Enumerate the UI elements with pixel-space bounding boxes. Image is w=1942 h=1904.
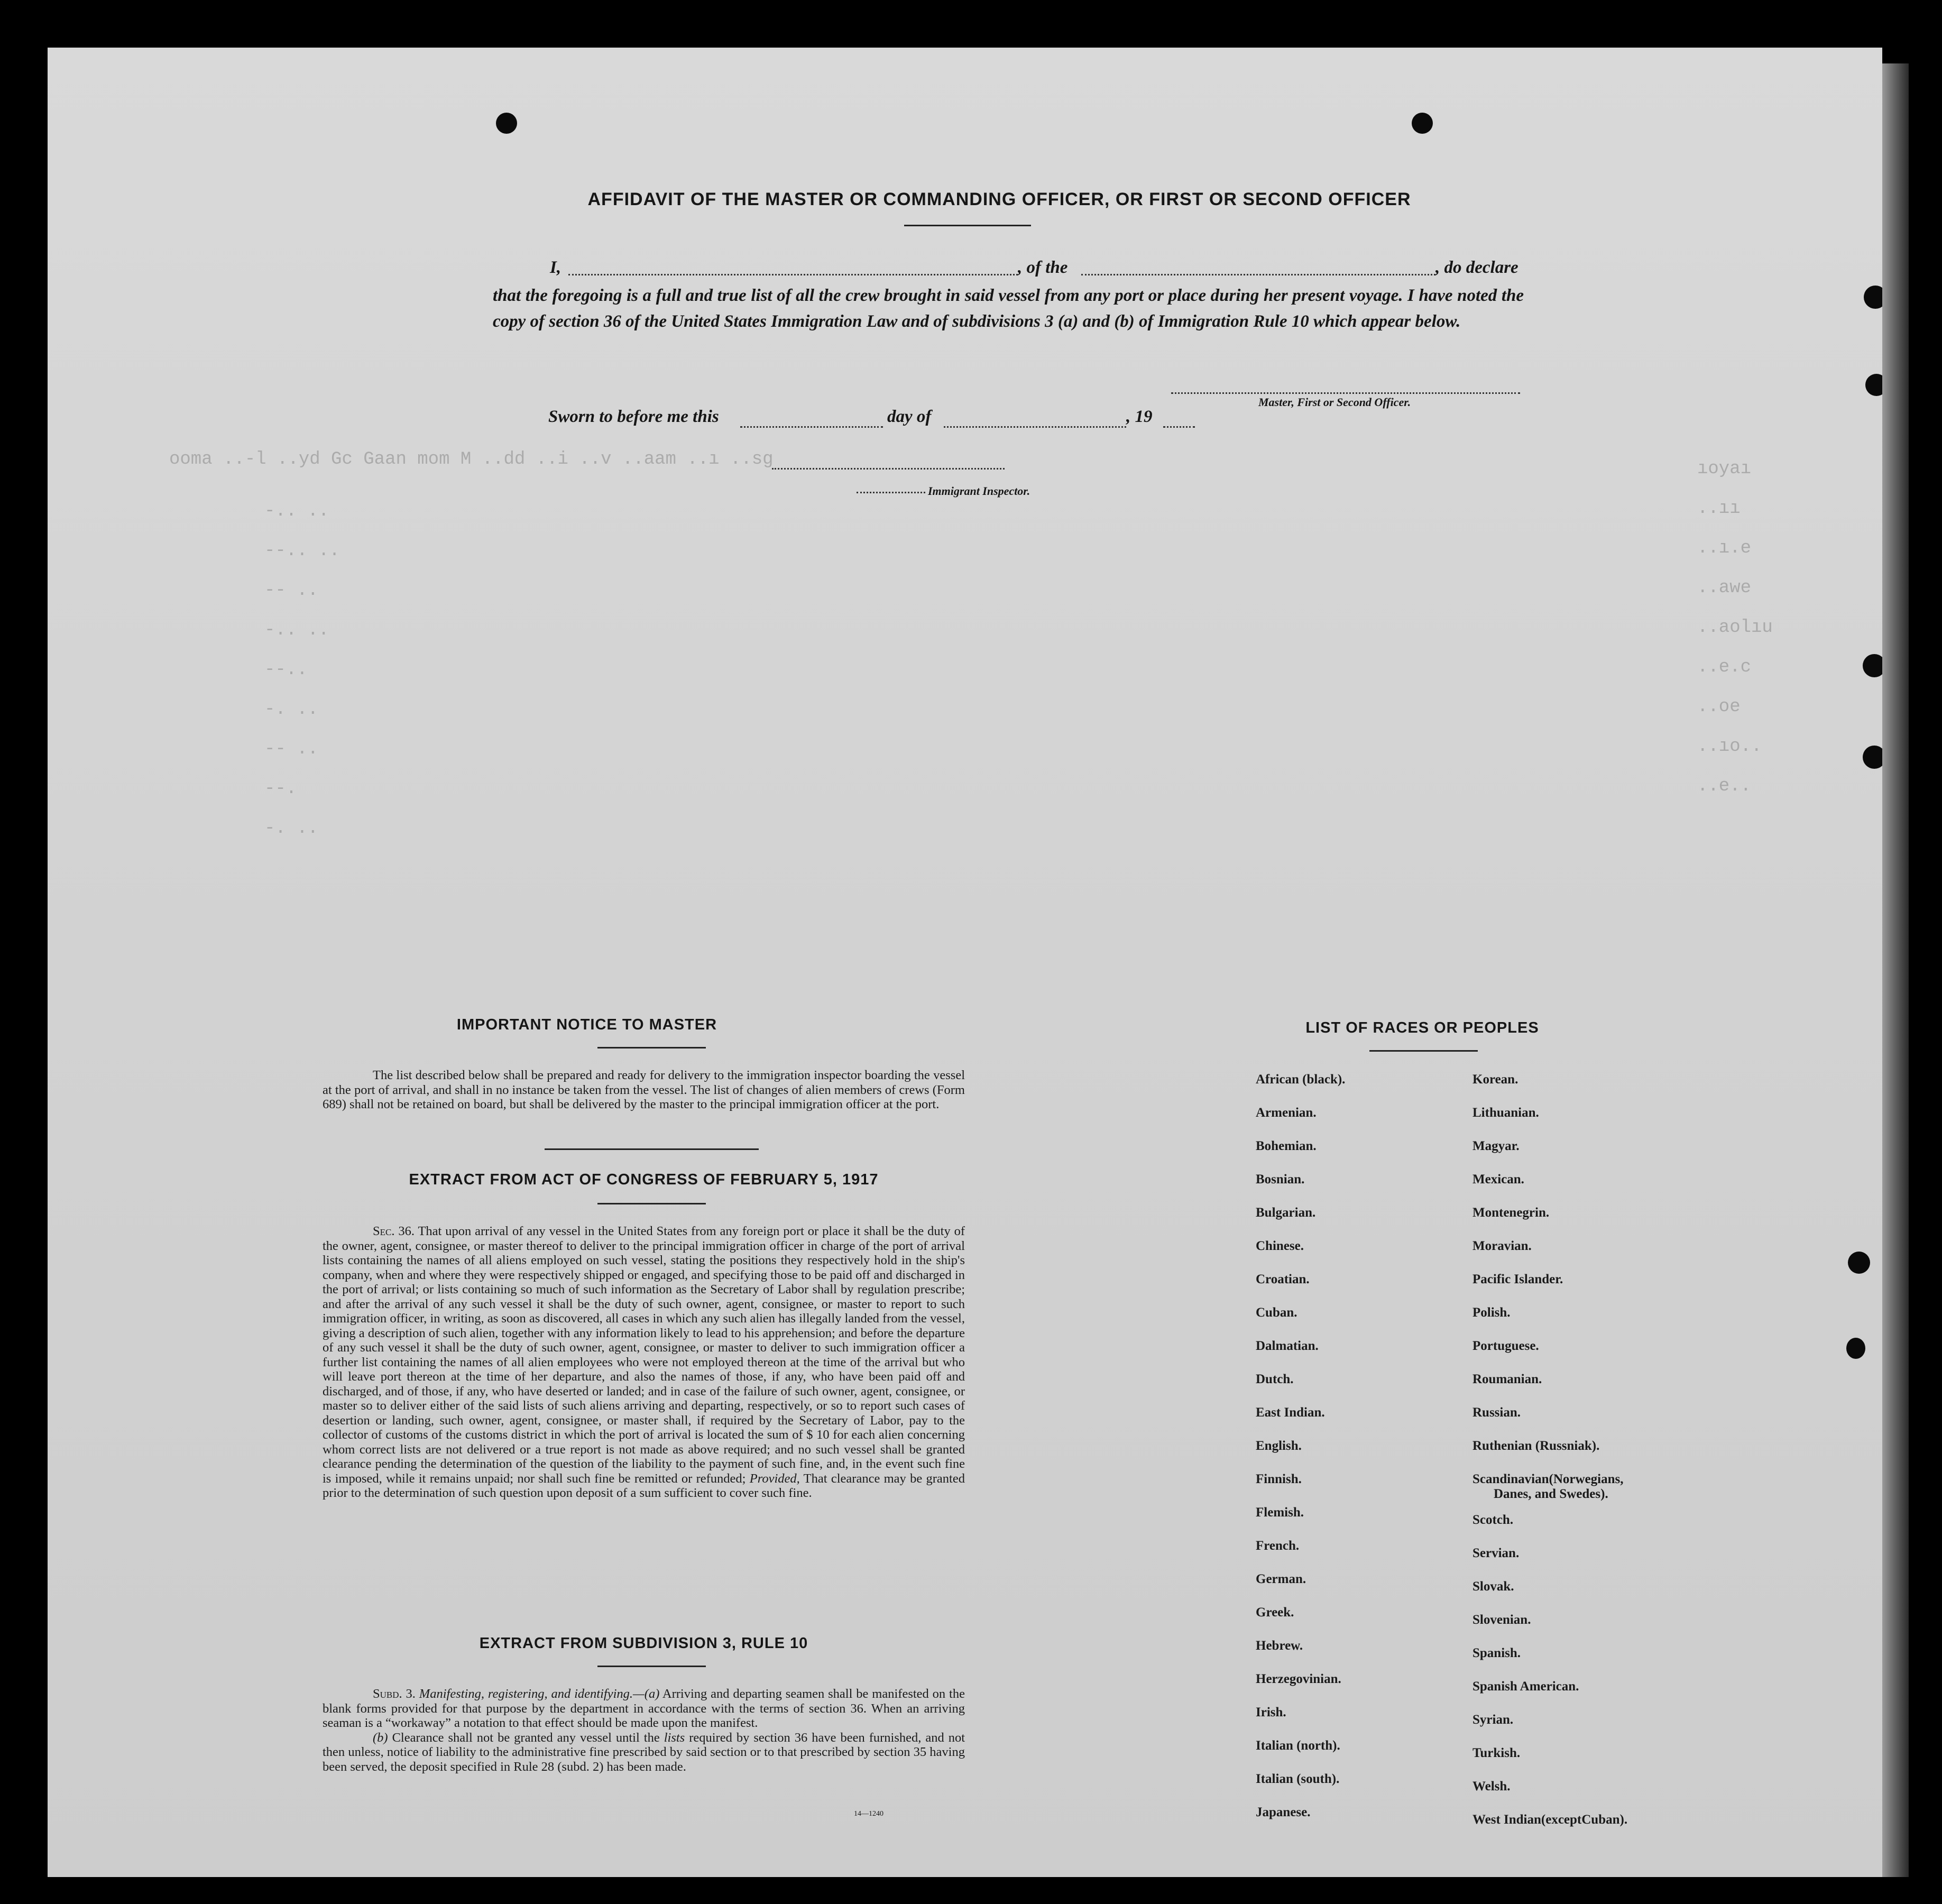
notice-title-rule [597,1047,706,1048]
form-number: 14—1240 [854,1810,883,1818]
race-item: Polish. [1472,1305,1511,1320]
race-item: Bosnian. [1256,1172,1305,1186]
race-item: Cuban. [1256,1305,1297,1320]
punch-hole-top-left [496,113,517,134]
race-item: Slovenian. [1472,1613,1531,1627]
show-through-row: ooma ..-l ..yd Gc Gaan mom M ..dd ..i ..v ..aam ..ı ..sg [169,449,774,470]
race-item: Welsh. [1472,1779,1511,1793]
manifest-page [48,48,1882,1877]
rule-subd-a [323,1687,965,1731]
inspector-signature-field[interactable] [772,468,1005,470]
race-item: German. [1256,1572,1306,1586]
race-item: Spanish American. [1472,1679,1579,1694]
inspector-label: Immigrant Inspector. [928,484,1030,498]
race-item: Dutch. [1256,1372,1294,1386]
race-item: Korean. [1472,1072,1518,1087]
affidavit-of-the: , of the [1018,258,1068,277]
race-item: Portuguese. [1472,1339,1539,1353]
race-item: Chinese. [1256,1239,1304,1253]
race-item: Greek. [1256,1605,1294,1620]
notice-title: IMPORTANT NOTICE TO MASTER [456,1016,717,1033]
race-item: Moravian. [1472,1239,1532,1253]
race-item: Irish. [1256,1705,1286,1719]
act-extract-title: EXTRACT FROM ACT OF CONGRESS OF FEBRUARY 5, 1917 [409,1171,879,1188]
subd-b-label: (b) [373,1730,388,1745]
race-item: Italian (south). [1256,1772,1340,1786]
notice-divider [545,1148,759,1150]
section-36-body: That upon arrival of any vessel in the United States from any foreign port or place it shall be the duty of the owner, agent, consignee, or master thereof to deliver to the principal immigration officer in charge of the port of arrival lists containing the names of all aliens employed on such vessel, stating the positions they respectively hold in the ship's company, when and where they were respectively shipped or engaged, and specifying those to be paid off and discharged in the port of arrival; or lists containing so much of such information as the Secretary of Labor shall by regulation prescribe; and after the arrival of any such vessel it shall be the duty of such owner, agent, consignee, or master to report to such immigration officer, in writing, as soon as discovered, all cases in which any such alien has illegally landed from the vessel, giving a description of such alien, together with any information likely to lead to his apprehension; and before the departure of any such vessel it shall be the duty of such owner, agent, consignee, or master to deliver to such immigration officer a further list containing the names of all alien employees who were not employed thereon at the time of the arrival but who will leave port thereon at the time of her departure, and also the names of those, if any, who have been paid off and discharged, and of those, if any, who have deserted or landed; and in case of the failure of such owner, agent, consignee, or master so to deliver either of the said lists of such aliens arriving and departing, respectively, or so to report such cases of desertion or landing, such owner, agent, consignee, or master shall, if required by the Secretary of Labor, pay to the collector of customs of the customs district in which the port of arrival is located the sum of $ 10 for each alien concerning whom correct lists are not delivered or a true report is not made as above required; and no such vessel shall be granted clearance pending the determination of the question of the liability to the payment of such fine, and, in the event such fine is imposed, while it remains unpaid; nor shall such fine be remitted or refunded; [323,1224,965,1486]
subd-a-text: Arriving and departing seamen shall be manifested on the blank forms provided for that purpose by the department in accordance with the terms of section 36. When an arriving seaman is a “workaway” a notation to that effect should be made upon the manifest. [323,1687,965,1730]
affidavit-i: I, [550,258,562,277]
race-item: Scandinavian(Norwegians, [1472,1472,1624,1486]
punch-hole-top-right [1412,113,1433,134]
race-item: East Indian. [1256,1405,1325,1420]
act-extract-text [323,1224,965,1501]
sworn-text: Sworn to before me this [548,407,719,426]
master-signature-label: Master, First or Second Officer. [1258,395,1411,409]
affidavit-title-rule [904,225,1031,226]
race-item: Bohemian. [1256,1139,1317,1153]
subd-b-text-2: required by section 36 have been furnished, and not then unless, notice of liability to the administrative fine prescribed by said section or to that prescribed by section 35 having been served, the deposit specified in Rule 28 (subd. 2) has been made. [323,1730,965,1774]
race-item: African (black). [1256,1072,1346,1087]
show-through-column-right: ıoyaı ..ıı ..ı.e ..awe ..aolıu ..e.c ..oe ..ıo.. ..e.. [1697,459,1773,796]
section-36-label: Sec. 36. [373,1224,415,1238]
subd-label: Subd. 3. [373,1687,416,1701]
race-item: Magyar. [1472,1139,1520,1153]
punch-hole-right-3 [1863,654,1882,677]
notice-body: The list described below shall be prepared and ready for delivery to the immigration inspector boarding the vessel at the port of arrival, and shall in no instance be taken from the vessel. The list of changes of alien members of crews (Form 689) shall not be retained on board, but shall be delivered by the master to the principal immigration officer at the port. [323,1068,965,1111]
punch-hole-right-5 [1848,1252,1870,1274]
affidavit-title: AFFIDAVIT OF THE MASTER OR COMMANDING OFFICER, OR FIRST OR SECOND OFFICER [587,189,1411,209]
show-through-column-left: -.. .. --.. .. -- .. -.. .. --.. -. .. -- .. --. -. .. [264,501,340,839]
race-item: Slovak. [1472,1579,1514,1594]
races-title-rule [1369,1050,1478,1052]
rule-extract-text [323,1687,965,1774]
race-item: Croatian. [1256,1272,1310,1286]
race-item: Spanish. [1472,1646,1521,1660]
race-item: Turkish. [1472,1746,1521,1760]
race-item: Finnish. [1256,1472,1302,1486]
subd-b-lists: lists [664,1730,685,1745]
race-item: French. [1256,1539,1300,1553]
sworn-month-field[interactable] [944,426,1126,428]
punch-hole-right-2 [1865,374,1882,396]
year-prefix: , 19 [1126,407,1153,426]
race-item: Hebrew. [1256,1639,1303,1653]
act-extract-title-rule [597,1203,706,1204]
race-item: Lithuanian. [1472,1106,1539,1120]
race-item: Servian. [1472,1546,1520,1560]
race-item: Herzegovinian. [1256,1672,1341,1686]
race-item: Flemish. [1256,1505,1304,1520]
provided-word: Provided, [749,1471,800,1486]
punch-hole-right-1 [1864,286,1882,309]
notice-text [323,1068,965,1112]
rule-subd-b [323,1731,965,1774]
race-item: Italian (north). [1256,1739,1340,1753]
rule-extract-title: EXTRACT FROM SUBDIVISION 3, RULE 10 [479,1635,808,1652]
race-item: Dalmatian. [1256,1339,1319,1353]
race-item: Bulgarian. [1256,1206,1316,1220]
race-item: Roumanian. [1472,1372,1542,1386]
sworn-year-field[interactable] [1163,426,1195,428]
race-item: Ruthenian (Russniak). [1472,1439,1600,1453]
page-edge-stack [1882,63,1909,1877]
day-of-text: day of [887,407,932,426]
master-signature-field[interactable] [1171,392,1520,394]
race-item: Mexican. [1472,1172,1524,1186]
subd-b-text-1: Clearance shall not be granted any vessel until the [392,1730,660,1745]
inspector-signature-line [857,492,925,493]
race-item: English. [1256,1439,1302,1453]
section-36-end: That clearance may be granted prior to the determination of such question upon deposit of a sum sufficient to cover such fine. [323,1471,965,1500]
race-item: West Indian(exceptCuban). [1472,1813,1628,1827]
vessel-name-field[interactable] [1081,274,1435,275]
race-item: Syrian. [1472,1713,1514,1727]
race-item: Danes, and Swedes). [1494,1487,1608,1501]
punch-hole-right-6 [1846,1338,1865,1359]
punch-hole-right-4 [1863,746,1882,769]
affidavit-statement: that the foregoing is a full and true list of all the crew brought in said vessel from any port or place during her present voyage. I have noted the copy of section 36 of the United States Immigration Law and of subdivisions 3 (a) and (b) of Immigration Rule 10 which appear below. [493,286,1524,331]
sworn-day-field[interactable] [740,426,883,428]
race-item: Armenian. [1256,1106,1317,1120]
race-item: Scotch. [1472,1513,1514,1527]
affidavit-do-declare: , do declare [1435,258,1518,277]
subd-heading: Manifesting, registering, and identifying.—(a) [419,1687,660,1701]
race-item: Montenegrin. [1472,1206,1550,1220]
races-title: LIST OF RACES OR PEOPLES [1305,1019,1539,1036]
race-item: Japanese. [1256,1805,1311,1819]
race-item: Pacific Islander. [1472,1272,1563,1286]
rule-extract-title-rule [597,1666,706,1667]
race-item: Russian. [1472,1405,1521,1420]
affiant-name-field[interactable] [568,274,1018,275]
